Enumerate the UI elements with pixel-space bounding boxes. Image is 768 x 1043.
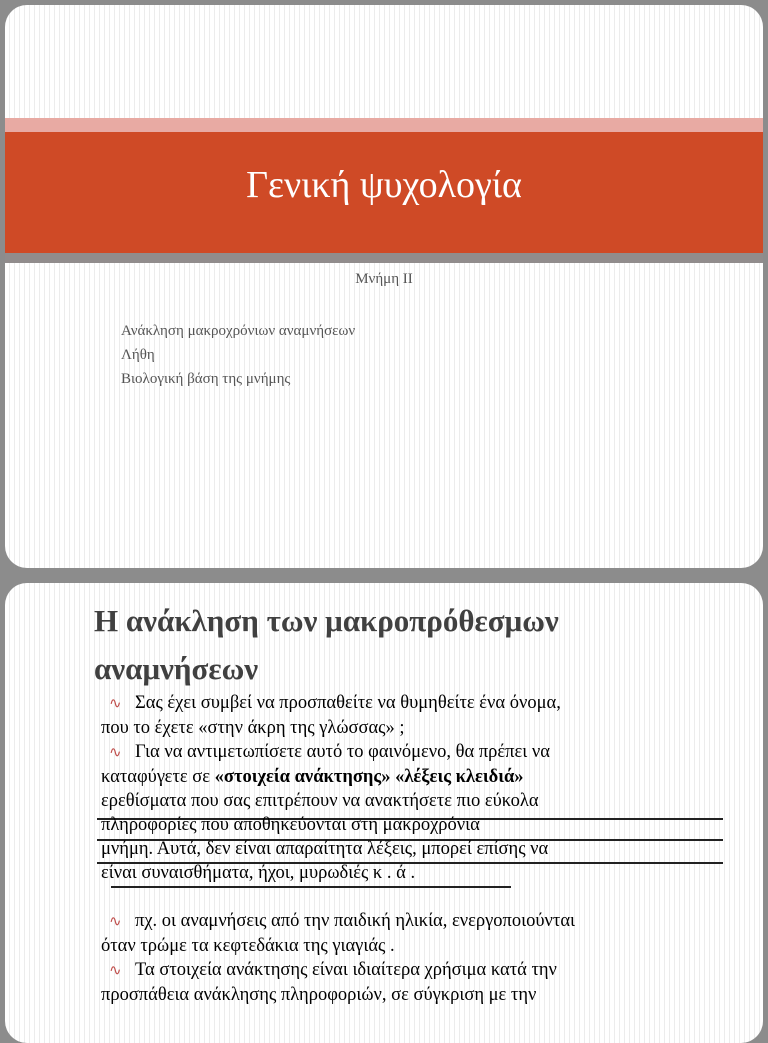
content-slide bbox=[5, 583, 763, 1043]
slide-subtitle: Μνήμη ΙΙ bbox=[355, 271, 413, 287]
title-band-bottom-stripe bbox=[5, 253, 763, 263]
curly-bullet-icon: ∿ bbox=[109, 963, 122, 979]
topic-item: Ανάκληση μακροχρόνιων αναμνήσεων bbox=[121, 323, 356, 339]
topic-list bbox=[121, 319, 355, 391]
curly-bullet-icon: ∿ bbox=[109, 745, 122, 761]
bullet-item: ∿ Για να αντιμετωπίσετε αυτό το φαινόμενο, θα πρέπει να καταφύγετε σε «στοιχεία ανάκτησης» «λέξεις κλειδιά» ερεθίσματα που σας επιτρέπουν να ανακτήσετε πιο εύκολα πληροφορίες που αποθηκεύονται στη μακροχρόνια μνήμη. Αυτά, δεν είναι απαραίτητα λέξεις, μπορεί επίσης να είναι συναισθήματα, ήχοι, μυρωδιές κ . ά . bbox=[101, 742, 550, 883]
bullet-item: ∿ Τα στοιχεία ανάκτησης είναι ιδιαίτερα χρήσιμα κατά την προσπάθεια ανάκλησης πληροφοριών, σε σύγκριση με την bbox=[101, 960, 557, 1005]
topic-item: Λήθη bbox=[121, 347, 155, 363]
topic-item: Βιολογική βάση της μνήμης bbox=[121, 371, 291, 387]
curly-bullet-icon: ∿ bbox=[109, 696, 122, 712]
title-band-top-stripe bbox=[5, 118, 763, 132]
content-slide-title: Η ανάκληση των μακροπρόθεσμων αναμνήσεων bbox=[94, 603, 559, 686]
bullet-list bbox=[101, 691, 741, 1007]
bold-keywords: «στοιχεία ανάκτησης» «λέξεις κλειδιά» bbox=[214, 767, 524, 787]
slide-title: Γενική ψυχολογία bbox=[246, 164, 522, 206]
bullet-item: ∿ πχ. οι αναμνήσεις από την παιδική ηλικία, ενεργοποιούνται όταν τρώμε τα κεφτεδάκια της γιαγιάς . bbox=[101, 911, 576, 956]
bullet-item: ∿ Σας έχει συμβεί να προσπαθείτε να θυμηθείτε ένα όνομα, που το έχετε «στην άκρη της γλώσσας» ; bbox=[101, 693, 561, 738]
curly-bullet-icon: ∿ bbox=[109, 914, 122, 930]
title-slide bbox=[5, 5, 763, 568]
